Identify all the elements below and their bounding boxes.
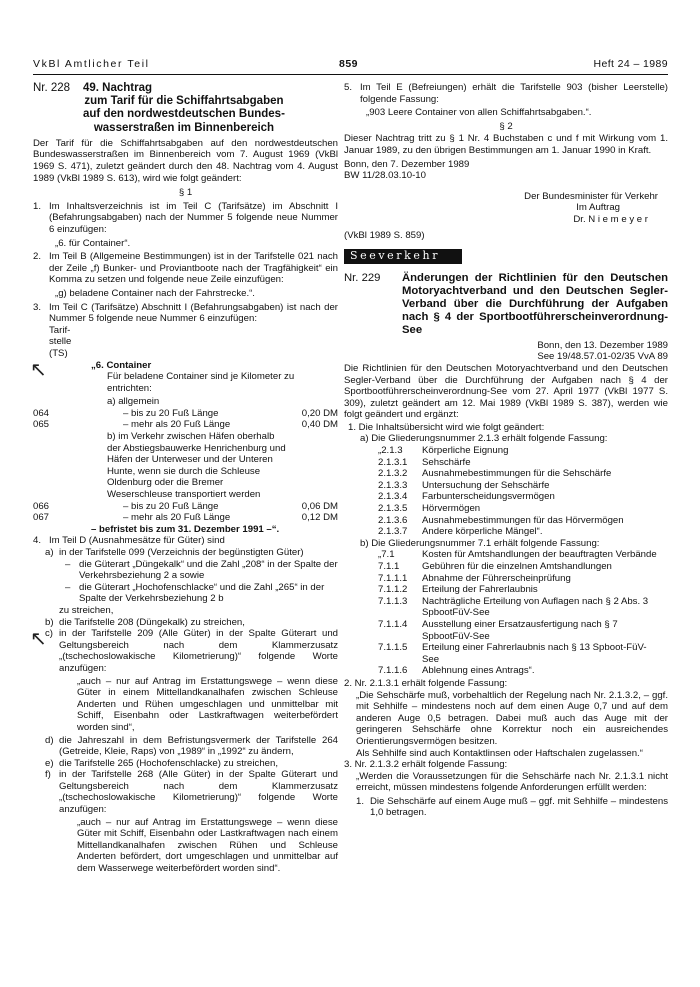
item-text: in der Tarifstelle 099 (Verzeichnis der begünstigten Güter)	[59, 547, 304, 558]
list-item	[378, 503, 624, 515]
list-num: 2.1.3.3	[378, 479, 408, 491]
header-rule	[33, 74, 668, 75]
item-number: 1.	[356, 795, 365, 807]
list-num: 7.1.1.6	[378, 665, 408, 677]
rate-table-b	[33, 501, 338, 524]
list-item	[378, 619, 662, 642]
list-num: 7.1.1.1	[378, 572, 408, 584]
list-num: 2.1.3.2	[378, 468, 408, 480]
list-7-1	[378, 549, 662, 677]
table-row	[33, 501, 338, 513]
list-text: Körperliche Eignung	[422, 445, 509, 457]
item-4c-quote: „auch – nur auf Antrag im Erstattungswege – wenn diese Güter in einem Mittellandkanalhafen zwischen Schleuse Anderten und Rühen umgeschlagen und unmittelbar mit Schiff, Eisenbahn oder Lastkraftwagen weiterbefördert worden sind“,	[77, 675, 338, 733]
container-a: a) allgemein	[107, 396, 160, 408]
list-num: 7.1.1	[378, 561, 400, 572]
item-4f-quote: „auch – nur auf Antrag im Erstattungswege – wenn diese Güter mit Schiff, Eisenbahn oder Lastkraftwagen nach einem Mittellandkanalhafen zwischen Rühen und Schleuse Anderten befördert, dort umgeschlagen und unmittelbar auf dem Wasserwege weiterbefördert worden sind“.	[77, 816, 338, 875]
entry-228-heading	[33, 82, 338, 135]
entry-number: Nr. 229	[344, 271, 381, 284]
item-text: die Tarifstelle 265 (Hochofenschlacke) zu streichen,	[59, 757, 278, 769]
item-text: Im Inhaltsverzeichnis ist im Teil C (Tarifsätze) im Abschnitt I (Befahrungsabgaben) nach der Nummer 5 folgende neue Nummer 6 einzufügen:	[49, 200, 338, 235]
list-text: Abnahme der Führerscheinprüfung	[422, 572, 571, 584]
container-subtitle: Für beladene Container sind je Kilometer zu entrichten:	[107, 371, 295, 394]
dash-mark: –	[65, 558, 71, 570]
item-text: Im Teil D (Ausnahmesätze für Güter) sind	[49, 535, 225, 547]
list-item	[378, 665, 662, 677]
item-4f	[33, 769, 338, 815]
ts-code: 067	[33, 512, 50, 524]
running-header	[33, 58, 668, 72]
signature-line: Dr. N i e m e y e r	[573, 213, 648, 225]
list-num: 2.1.3.6	[378, 514, 408, 526]
entry-title: Änderungen der Richtlinien für den Deutschen Motoryachtverband und den Deutschen Segler-Verband über die Durchführung der Aufgaben nach § 4 der Sportbootführerscheinverordnung-See	[402, 271, 668, 336]
page-number: 859	[339, 58, 359, 70]
list-text: Ablehnung eines Antrags“.	[422, 665, 535, 677]
item-letter: e)	[45, 757, 54, 769]
list-item	[378, 561, 662, 573]
ts-code: 065	[33, 419, 50, 431]
section-banner-seeverkehr: Seeverkehr	[344, 249, 462, 264]
item-letter: b)	[45, 616, 54, 628]
item-2	[33, 251, 338, 286]
right-column	[344, 82, 668, 819]
item-5-quote: „903 Leere Container von allen Schiffahrtsabgaben.“.	[366, 107, 592, 119]
container-b: b) im Verkehr zwischen Häfen oberhalb der Abstiegsbauwerke Henrichenburg und Häfen der Unterweser und der Unteren Hunte, wenn sie durch die Schleuse Oldenburg oder die Bremer Weserschleuse transportiert werden	[107, 431, 286, 501]
item-4a-dash-1	[33, 559, 338, 582]
margin-mark-2: ↖	[30, 628, 47, 650]
rate-value: 0,12 DM	[301, 512, 338, 524]
section-2-heading: § 2	[499, 120, 513, 132]
table-row	[33, 408, 338, 420]
point-3-quote: „Werden die Voraussetzungen für die Sehschärfe nach Nr. 2.1.3.1 nicht erreicht, müssen mindestens folgende Anforderungen erfüllt werden:	[356, 770, 668, 794]
list-num: 2.1.3.5	[378, 503, 408, 515]
date-1: Bonn, den 7. Dezember 1989	[344, 158, 470, 170]
item-4b	[33, 617, 338, 629]
ts-code: 066	[33, 500, 50, 512]
point-1b: b) Die Gliederungsnummer 7.1 erhält folgende Fassung:	[360, 537, 600, 549]
point-2-quote-cont: Als Sehhilfe sind auch Kontaktlinsen oder Haftschalen zugelassen.“	[356, 747, 643, 759]
rate-desc: – mehr als 20 Fuß Länge	[123, 419, 231, 431]
list-text: Ausnahmebestimmungen für das Hörvermögen	[422, 514, 624, 526]
point-2: 2. Nr. 2.1.3.1 erhält folgende Fassung:	[344, 677, 508, 689]
ts-label	[33, 325, 338, 360]
item-text: Im Teil E (Befreiungen) erhält die Tarifstelle 903 (bisher Leerstelle) folgende Fassung:	[360, 82, 668, 105]
list-text: Hörvermögen	[422, 503, 481, 515]
item-text: Die Sehschärfe auf einem Auge muß – ggf. mit Sehhilfe – mindestens 1,0 betragen.	[370, 795, 668, 819]
signature-line: Der Bundesminister für Verkehr	[524, 190, 658, 202]
rate-value: 0,40 DM	[301, 419, 338, 431]
list-num: 2.1.3.7	[378, 526, 408, 538]
table-row	[33, 512, 338, 524]
list-text: Untersuchung der Sehschärfe	[422, 479, 550, 491]
item-number: 5.	[344, 82, 353, 93]
reference-2: See 19/48.57.01-02/35 VvA 89	[537, 351, 668, 363]
rate-value: 0,20 DM	[301, 407, 338, 419]
item-4a-end: zu streichen,	[59, 604, 114, 616]
title-line: 49. Nachtrag	[83, 82, 153, 94]
ts-label-line: (TS)	[49, 347, 68, 359]
item-text: die Tarifstelle 208 (Düngekalk) zu streichen,	[59, 616, 245, 628]
table-row	[33, 419, 338, 431]
title-line: auf den nordwestdeutschen Bundes-	[83, 108, 285, 121]
reference-1: BW 11/28.03.10-10	[344, 170, 426, 182]
item-text: die Güterart „Hochofenschlacke“ und die Zahl „265“ in der Spalte der Verkehrsbeziehung 2 b	[79, 581, 325, 605]
list-item	[378, 480, 624, 492]
point-3: 3. Nr. 2.1.3.2 erhält folgende Fassung:	[344, 759, 508, 771]
item-4a	[33, 547, 338, 559]
item-3	[33, 302, 338, 325]
item-1-quote: „6. für Container“.	[55, 237, 131, 249]
list-num: 7.1.1.5	[378, 642, 408, 654]
item-text: Im Teil C (Tarifsätze) Abschnitt I (Befahrungsabgaben) ist nach der Nummer 5 folgende neue Nummer 6 einzufügen:	[49, 301, 338, 325]
dash-mark: –	[65, 581, 71, 593]
rate-desc: – mehr als 20 Fuß Länge	[123, 512, 231, 524]
rate-desc: – bis zu 20 Fuß Länge	[123, 407, 219, 419]
list-item	[378, 526, 624, 538]
list-item	[378, 642, 662, 665]
point-1a: a) Die Gliederungsnummer 2.1.3 erhält folgende Fassung:	[360, 433, 608, 445]
list-text: Erteilung der Fahrerlaubnis	[422, 584, 538, 596]
left-column	[33, 82, 338, 876]
intro-229: Die Richtlinien für den Deutschen Motoryachtverband und den Deutschen Segler-Verband über die Durchführung der Aufgaben nach § 4 der Sportbootführerscheinverordnung-See vom 27. April 1977 (VkBl 1977 S. 309), zuletzt geändert am 12. Mai 1989 (VkBl 1989 S. 387), werden wie folgt geändert und ergänzt:	[344, 362, 668, 421]
signature-block-1	[344, 191, 668, 226]
list-text: Erteilung einer Fahrerlaubnis nach § 13 Spboot-FüV-See	[422, 642, 647, 665]
item-4e	[33, 758, 338, 770]
item-5	[344, 82, 668, 105]
list-item	[378, 584, 662, 596]
point-3-sub-1	[344, 796, 668, 819]
item-number: 3.	[33, 301, 42, 313]
date-2: Bonn, den 13. Dezember 1989	[537, 339, 668, 351]
list-item	[378, 549, 662, 561]
signature-line: Im Auftrag	[576, 202, 620, 214]
befristet-note: – befristet bis zum 31. Dezember 1991 –“.	[91, 523, 280, 535]
issue-number: Heft 24 – 1989	[593, 58, 668, 70]
title-line: wasserstraßen im Binnenbereich	[93, 121, 275, 134]
item-2-quote: „g) beladene Container nach der Fahrstrecke.“.	[55, 287, 255, 299]
item-number: 2.	[33, 251, 42, 263]
section-1-heading: § 1	[178, 187, 193, 199]
list-num: „7.1	[378, 549, 395, 561]
list-text: Ausnahmebestimmungen für die Sehschärfe	[422, 468, 612, 480]
ts-label-line: Tarif-	[49, 324, 71, 336]
item-number: 1.	[33, 200, 42, 212]
margin-mark-1: ↖	[30, 359, 47, 381]
entry-number: Nr. 228	[33, 82, 71, 94]
item-text: Im Teil B (Allgemeine Bestimmungen) ist in der Tarifstelle 021 nach der Zeile „f) Bunker- und Proviantboote nach der Tragfähigkeit“ ein Komma zu setzen und folgende neue Zeile einzufügen:	[49, 251, 338, 286]
ts-code: 064	[33, 407, 50, 419]
vkbl-citation: (VkBl 1989 S. 859)	[344, 229, 425, 241]
rate-table-a	[33, 408, 338, 431]
list-item	[378, 468, 624, 480]
item-4d	[33, 735, 338, 758]
entry-229-heading	[344, 272, 668, 337]
list-num: 2.1.3.1	[378, 456, 408, 468]
list-text: Andere körperliche Mängel“.	[422, 526, 543, 538]
list-item	[378, 491, 624, 503]
entry-title	[83, 82, 285, 135]
rate-value: 0,06 DM	[301, 500, 338, 512]
item-number: 4.	[33, 535, 42, 547]
point-1: 1. Die Inhaltsübersicht wird wie folgt geändert:	[348, 421, 545, 433]
item-letter: f)	[45, 769, 51, 781]
item-1	[33, 201, 338, 236]
ts-label-line: stelle	[49, 336, 72, 348]
journal-name: VkBl Amtlicher Teil	[33, 58, 150, 70]
list-item	[378, 445, 624, 457]
container-title: „6. Container	[91, 359, 152, 371]
list-item	[378, 596, 662, 619]
item-letter: a)	[45, 547, 54, 558]
list-item	[378, 515, 624, 527]
list-item	[378, 457, 624, 469]
point-2-quote: „Die Sehschärfe muß, vorbehaltlich der Regelung nach Nr. 2.1.3.2, – ggf. mit Sehhilfe – mindestens noch auf dem einen Auge 0,7 und auf dem anderen Auge 0,5 betragen. Dabei muß auch das Auge mit der geringeren Sehschärfe ohne Korrektur noch ein ausreichendes Orientierungsvermögen besitzen.	[356, 689, 668, 747]
section-2-text: Dieser Nachtrag tritt zu § 1 Nr. 4 Buchstaben c und f mit Wirkung vom 1. Januar 1989, zu den übrigen Bestimmungen am 1. Januar 1990 in Kraft.	[344, 133, 668, 156]
item-letter: d)	[45, 734, 54, 746]
item-text: in der Tarifstelle 268 (Alle Güter) in der Spalte Güterart und Geltungsbereich nach dem Klammerzusatz „(tschechoslowakische Kilometrierung)“ folgende Worte anzufügen:	[59, 769, 338, 816]
list-text: Sehschärfe	[422, 456, 471, 468]
item-text: die Jahreszahl in dem Befristungsvermerk der Tarifstelle 264 (Getreide, Kleie, Raps) von „1989“ in „1992“ zu ändern,	[59, 734, 338, 758]
list-num: „2.1.3	[378, 445, 403, 457]
list-text: Kosten für Amtshandlungen der beauftragten Verbände	[422, 549, 657, 561]
list-2-1-3	[378, 445, 624, 538]
item-letter: c)	[45, 628, 53, 640]
list-text: Ausstellung einer Ersatzausfertigung nach § 7 SpbootFüV-See	[422, 618, 618, 642]
list-item	[378, 573, 662, 585]
list-num: 7.1.1.3	[378, 595, 408, 607]
list-text: Nachträgliche Erteilung von Auflagen nach § 2 Abs. 3 SpbootFüV-See	[422, 595, 649, 619]
container-section	[33, 360, 338, 408]
title-line: zum Tarif für die Schiffahrtsabgaben	[84, 95, 284, 108]
list-num: 7.1.1.4	[378, 618, 408, 630]
intro-paragraph: Der Tarif für die Schiffahrtsabgaben auf den nordwestdeutschen Bundeswasserstraßen im Binnenbereich vom 7. August 1969 (VkBl 1969 S. 471), zuletzt geändert durch den 48. Nachtrag vom 4. August 1989 (VkBl 1989 S. 613), wird wie folgt geändert:	[33, 137, 338, 184]
item-4	[33, 535, 338, 547]
item-4c	[33, 628, 338, 674]
rate-desc: – bis zu 20 Fuß Länge	[123, 500, 219, 512]
list-text: Farbunterscheidungsvermögen	[422, 491, 555, 503]
list-num: 2.1.3.4	[378, 491, 408, 503]
item-4a-dash-2	[33, 582, 338, 605]
item-text: in der Tarifstelle 209 (Alle Güter) in der Spalte Güterart und Geltungsbereich nach dem Klammerzusatz „(tschechoslowakische Kilometrierung)“ folgende Worte anzufügen:	[59, 628, 338, 674]
list-text: Gebühren für die einzelnen Amtshandlungen	[422, 561, 612, 572]
list-num: 7.1.1.2	[378, 584, 408, 596]
item-text: die Güterart „Düngekalk“ und die Zahl „208“ in der Spalte der Verkehrsbeziehung 2 a sowie	[79, 558, 338, 582]
